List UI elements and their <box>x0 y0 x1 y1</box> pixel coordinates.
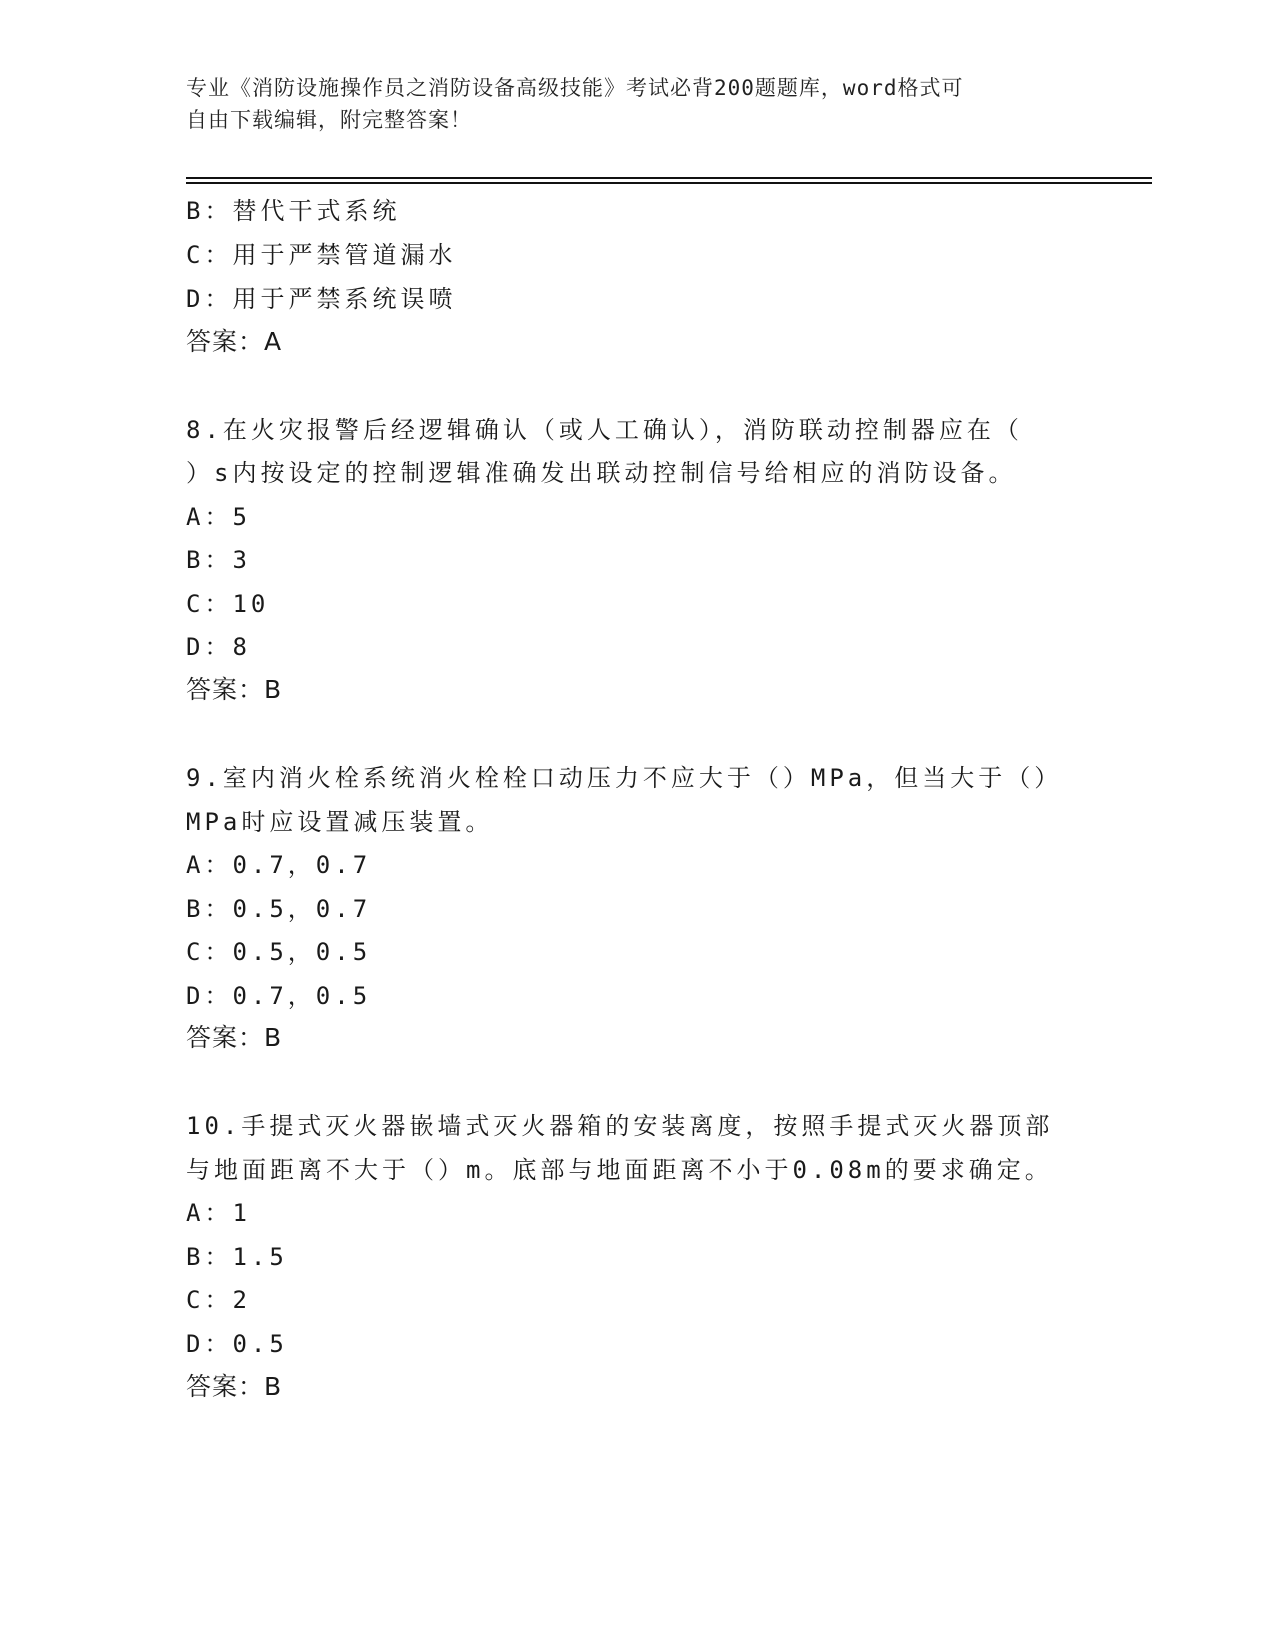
prev-option-c: C：用于严禁管道漏水 <box>186 241 457 269</box>
q10-stem-line-1: 10.手提式灭火器嵌墙式灭火器箱的安装离度，按照手提式灭火器顶部 <box>186 1112 1054 1140</box>
document-header <box>186 72 1066 136</box>
q10-option-d: D：0.5 <box>186 1330 288 1358</box>
q8-stem-line-2: ）s内按设定的控制逻辑准确发出联动控制信号给相应的消防设备。 <box>186 459 1017 487</box>
header-line-1: 专业《消防设施操作员之消防设备高级技能》考试必背200题题库，word格式可 <box>186 76 964 100</box>
q8-stem-line-1: 8.在火灾报警后经逻辑确认（或人工确认），消防联动控制器应在（ <box>186 416 1023 444</box>
prev-option-b: B：替代干式系统 <box>186 197 401 225</box>
q10-stem-line-2: 与地面距离不大于（）m。底部与地面距离不小于0.08m的要求确定。 <box>186 1156 1053 1184</box>
header-divider-bottom <box>186 182 1152 184</box>
q10-answer: 答案：B <box>186 1372 283 1401</box>
q10-option-a: A：1 <box>186 1199 251 1227</box>
q10-option-b: B：1.5 <box>186 1243 288 1271</box>
q9-stem-line-2: MPa时应设置减压装置。 <box>186 808 494 836</box>
prev-answer: 答案：A <box>186 327 283 356</box>
q9-answer: 答案：B <box>186 1023 283 1052</box>
header-line-2: 自由下载编辑，附完整答案！ <box>186 108 472 132</box>
q8-option-b: B：3 <box>186 546 251 574</box>
q9-option-c: C：0.5，0.5 <box>186 938 372 966</box>
q9-option-d: D：0.7，0.5 <box>186 982 372 1010</box>
prev-option-d: D：用于严禁系统误喷 <box>186 285 457 313</box>
q8-option-c: C：10 <box>186 590 270 618</box>
q9-option-a: A：0.7，0.7 <box>186 851 372 879</box>
q8-option-a: A：5 <box>186 503 251 531</box>
q9-stem-line-1: 9.室内消火栓系统消火栓栓口动压力不应大于（）MPa，但当大于（） <box>186 764 1063 792</box>
q8-answer: 答案：B <box>186 675 283 704</box>
header-divider-top <box>186 177 1152 179</box>
q10-option-c: C：2 <box>186 1286 251 1314</box>
q9-option-b: B：0.5，0.7 <box>186 895 372 923</box>
q8-option-d: D：8 <box>186 633 251 661</box>
